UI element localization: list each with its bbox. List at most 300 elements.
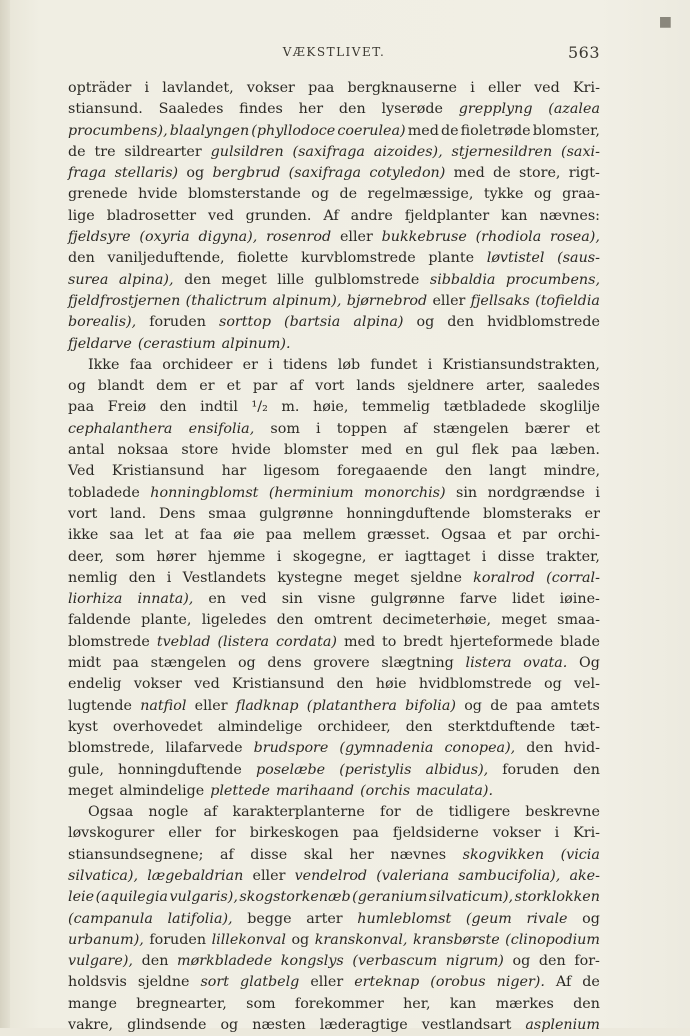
word: hvide xyxy=(231,442,271,459)
word: eller xyxy=(432,292,466,309)
word: næsten xyxy=(252,1017,306,1034)
word: læderagtige xyxy=(319,1017,408,1034)
italic-term: (valeriana xyxy=(376,867,450,884)
word: saa xyxy=(109,527,134,544)
italic-term: ovata. xyxy=(523,655,568,672)
word: i xyxy=(481,548,487,565)
text-line xyxy=(68,930,600,951)
italic-term: (saxifraga xyxy=(288,165,362,182)
word: bærer xyxy=(524,420,570,437)
italic-term: (cerastium xyxy=(137,335,216,352)
text-line xyxy=(68,312,600,333)
word: Kristiansund xyxy=(111,463,205,480)
italic-term: procumbens), xyxy=(68,122,168,139)
word: sildrearter xyxy=(124,143,202,160)
word: Kristiansund xyxy=(232,676,325,693)
word: de xyxy=(68,143,86,160)
word: hvidblomstrede xyxy=(418,676,532,693)
word: langt xyxy=(489,463,527,480)
word: de xyxy=(339,186,358,203)
word: tre xyxy=(94,143,116,160)
word: et xyxy=(226,378,241,395)
word: gule, xyxy=(68,761,104,778)
italic-term: bjørnebrod xyxy=(346,292,428,309)
word: tæt- xyxy=(570,718,600,735)
word: paa xyxy=(112,655,139,672)
word: andre xyxy=(350,207,393,224)
word: nogle xyxy=(148,804,189,821)
italic-term: procumbens, xyxy=(505,271,600,288)
word: de xyxy=(415,804,434,821)
word: faa xyxy=(199,527,223,544)
word: den xyxy=(68,250,95,267)
word: honningduftende xyxy=(346,505,471,522)
italic-term: vulgaris), xyxy=(169,889,238,906)
page-binding-edge xyxy=(0,0,10,1028)
corner-mark: ■ xyxy=(658,14,672,30)
italic-term: (geum xyxy=(465,910,512,927)
italic-term: maculata). xyxy=(416,782,494,799)
word: nemlig xyxy=(68,569,118,586)
word: foruden xyxy=(502,761,560,778)
italic-term: kransbørste xyxy=(412,931,500,948)
italic-term: urbanum), xyxy=(68,931,144,948)
word: eller xyxy=(168,825,202,842)
word: her xyxy=(349,846,374,863)
word: grovere xyxy=(313,655,370,672)
word: eller xyxy=(252,867,286,884)
word: og xyxy=(582,910,600,927)
word: almindelige xyxy=(119,782,205,799)
italic-term: alpina) xyxy=(353,314,404,331)
text-line xyxy=(68,334,600,355)
word: smaa xyxy=(208,505,247,522)
word: et xyxy=(497,527,512,544)
italic-term: (thalictrum xyxy=(185,292,268,309)
word: findes xyxy=(239,101,283,118)
word: i xyxy=(268,356,273,373)
italic-term: stjernesildren xyxy=(451,143,553,160)
word: lilafarvede xyxy=(165,740,243,757)
word: i xyxy=(276,548,282,565)
word: deer, xyxy=(68,548,104,565)
italic-term: fladknap xyxy=(235,697,299,714)
italic-term: vulgare), xyxy=(68,953,133,970)
word: lille xyxy=(277,271,305,288)
word: i xyxy=(554,825,560,842)
word: i xyxy=(316,420,321,437)
text-line xyxy=(68,248,600,269)
word: glindsende xyxy=(127,1017,207,1034)
word: stiansund. xyxy=(68,101,143,118)
italic-term: skogstorkenæb xyxy=(239,889,351,906)
word: i xyxy=(427,356,433,373)
italic-term: grepplyng xyxy=(458,101,533,118)
word: og xyxy=(416,314,435,331)
italic-term: stellaris) xyxy=(114,165,179,182)
word: kyst xyxy=(68,718,98,735)
word: paa xyxy=(68,399,95,416)
word: en xyxy=(405,442,423,459)
word: og xyxy=(68,378,86,395)
word: almindelige xyxy=(217,718,303,735)
italic-term: sibbaldia xyxy=(429,271,496,288)
word: kystegne xyxy=(277,569,343,586)
word: lyserøde xyxy=(381,101,443,118)
word: Og xyxy=(579,655,600,672)
word: bregnearter, xyxy=(136,995,227,1012)
italic-term: poselæbe xyxy=(255,761,326,778)
italic-term: løvtistel xyxy=(486,250,545,267)
italic-term: (orchis xyxy=(360,782,411,799)
word: og xyxy=(512,953,531,970)
word: grenede xyxy=(68,186,128,203)
italic-term: fjeldarve xyxy=(68,335,132,352)
running-header xyxy=(68,45,600,65)
word: iøine- xyxy=(559,591,600,608)
word: regelmæssige, xyxy=(367,186,474,203)
word: blomstrede, xyxy=(68,740,155,757)
word: grunden. xyxy=(245,207,312,224)
text-line xyxy=(68,525,600,546)
text-line xyxy=(68,397,600,418)
word: stængelen xyxy=(433,420,509,437)
word: paa xyxy=(511,442,538,459)
italic-term: natfiol xyxy=(140,697,187,714)
word: med xyxy=(361,442,393,459)
italic-term: erteknap xyxy=(354,974,420,991)
italic-term: borealis), xyxy=(68,314,137,331)
italic-term: albidus), xyxy=(425,761,489,778)
word: som xyxy=(115,548,145,565)
text-line xyxy=(68,291,600,312)
word: blomsterstande xyxy=(188,186,301,203)
text-line xyxy=(68,866,600,887)
italic-term: plettede xyxy=(210,782,270,799)
word: at xyxy=(174,527,189,544)
word: stiansundsegnene; xyxy=(68,846,204,863)
word: let xyxy=(144,527,164,544)
italic-term: (corral- xyxy=(546,569,600,586)
text-line xyxy=(68,355,600,376)
text-line xyxy=(68,610,600,631)
word: ved xyxy=(194,676,220,693)
text-line xyxy=(68,227,600,248)
word: trakter, xyxy=(546,548,600,565)
word: sjeldne xyxy=(410,569,462,586)
word: hjerteformede xyxy=(449,633,554,650)
italic-term: gulsildren xyxy=(210,143,284,160)
word: hvide xyxy=(138,186,178,203)
word: eller xyxy=(339,229,373,246)
word: fjeldplanter xyxy=(404,207,490,224)
italic-term: sorttop xyxy=(218,314,272,331)
italic-term: (saxifraga xyxy=(292,143,365,160)
word: dens xyxy=(267,655,302,672)
word: par xyxy=(522,527,547,544)
word: som xyxy=(270,420,300,437)
italic-term: mørkbladede xyxy=(177,953,273,970)
word: store, xyxy=(518,165,561,182)
word: omtrent xyxy=(313,612,373,629)
word: decimeterhøie, xyxy=(382,612,492,629)
word: plante, xyxy=(141,612,192,629)
italic-term: (gymnadenia xyxy=(339,740,434,757)
word: faldende xyxy=(68,612,131,629)
page-number: 563 xyxy=(567,43,600,62)
word: lugtende xyxy=(68,697,132,714)
word: m. xyxy=(281,399,300,416)
italic-term: ensifolia, xyxy=(188,420,255,437)
word: skal xyxy=(303,846,333,863)
word: den xyxy=(336,676,364,693)
word: blomstrede xyxy=(68,633,150,650)
word: temmelig xyxy=(362,399,431,416)
text-line xyxy=(68,419,600,440)
italic-term: (verbascum xyxy=(352,953,438,970)
word: midt xyxy=(68,655,102,672)
word: arter, xyxy=(486,378,526,395)
italic-term: alpinum). xyxy=(221,335,291,352)
text-line xyxy=(68,483,600,504)
word: mange xyxy=(68,995,117,1012)
word: vokser xyxy=(133,676,182,693)
word: vel- xyxy=(574,676,600,693)
word: begge xyxy=(247,910,292,927)
running-title: VÆKSTLIVET. xyxy=(282,45,386,59)
word: de xyxy=(440,122,459,139)
italic-term: lillekonval xyxy=(211,931,286,948)
word: saaledes xyxy=(537,378,600,395)
word: kan xyxy=(501,207,528,224)
word: af xyxy=(289,378,304,395)
italic-term: fjellsaks xyxy=(470,292,530,309)
italic-term: cotyledon) xyxy=(369,165,446,182)
word: vakre, xyxy=(68,1017,114,1034)
word: nordgrændse xyxy=(487,484,585,501)
word: i xyxy=(595,484,600,501)
word: er xyxy=(377,548,394,565)
text-line xyxy=(68,994,600,1015)
word: gulblomstrede xyxy=(314,271,420,288)
word: orchi- xyxy=(557,527,600,544)
italic-term: (clinopodium xyxy=(505,931,600,948)
word: lavlandet, xyxy=(162,80,234,96)
italic-term: bifolia) xyxy=(405,697,456,714)
italic-term: asplenium xyxy=(525,1017,600,1034)
italic-term: (azalea xyxy=(548,101,600,118)
word: meget xyxy=(501,612,547,629)
word: farve xyxy=(459,591,498,608)
word: og xyxy=(220,1017,239,1034)
word: bergknauserne xyxy=(347,80,457,96)
text-line xyxy=(68,674,600,695)
word: ved xyxy=(208,207,234,224)
word: plante xyxy=(428,250,475,267)
word: Af xyxy=(555,974,572,991)
word: sin xyxy=(456,484,478,501)
word: har xyxy=(221,463,247,480)
word: Kri- xyxy=(573,80,600,96)
italic-term: rosenrod xyxy=(266,229,332,246)
italic-term: kongslys xyxy=(280,953,344,970)
word: faa xyxy=(129,356,153,373)
word: ved xyxy=(534,80,560,96)
word: løb xyxy=(337,356,361,373)
italic-term: bukkebruse xyxy=(381,229,467,246)
word: høie, xyxy=(313,399,349,416)
italic-term: silvaticum), xyxy=(428,889,514,906)
word: sin xyxy=(281,591,303,608)
italic-term: koralrod xyxy=(473,569,535,586)
word: foruden xyxy=(149,931,207,948)
italic-term: glatbelg xyxy=(239,974,300,991)
italic-term: sambucifolia), xyxy=(458,867,561,884)
word: den xyxy=(159,399,187,416)
word: de xyxy=(582,974,600,991)
word: bladrosetter xyxy=(106,207,197,224)
word: øie xyxy=(233,527,255,544)
word: de xyxy=(493,165,511,182)
italic-term: fjeldsyre xyxy=(68,229,131,246)
word: og xyxy=(291,931,310,948)
word: paa xyxy=(516,697,543,714)
text-line xyxy=(68,951,600,972)
italic-term: leie xyxy=(68,889,95,906)
italic-term: (tofieldia xyxy=(535,292,600,309)
word: den xyxy=(573,761,600,778)
word: Kristiansundstrakten, xyxy=(442,356,600,373)
word: blomsteraks xyxy=(483,505,572,522)
word: vokser xyxy=(246,80,295,96)
text-line xyxy=(68,1015,600,1036)
italic-term: vendelrod xyxy=(294,867,368,884)
word: par xyxy=(252,378,278,395)
word: for xyxy=(215,825,236,842)
text-line xyxy=(68,184,600,205)
word: noksaa xyxy=(117,442,169,459)
word: den xyxy=(573,995,600,1012)
italic-term: alpina), xyxy=(118,271,174,288)
word: fundet xyxy=(370,356,418,373)
italic-term: sort xyxy=(200,974,229,991)
italic-term: honningblomst xyxy=(150,484,259,501)
text-line xyxy=(68,504,600,525)
text-line xyxy=(68,845,600,866)
word: lidet xyxy=(512,591,545,608)
word: visne xyxy=(317,591,356,608)
italic-term: surea xyxy=(68,271,109,288)
word: iagttaget xyxy=(404,548,471,565)
italic-term: (phyllodoce xyxy=(251,122,336,139)
italic-term: tveblad xyxy=(156,633,211,650)
word: er xyxy=(242,356,258,373)
word: store xyxy=(181,442,219,459)
word: Freiø xyxy=(107,399,147,416)
word: kan xyxy=(449,995,477,1012)
word: skogegne, xyxy=(292,548,367,565)
word: Af xyxy=(323,207,339,224)
word: vaniljeduftende, xyxy=(107,250,225,267)
word: en xyxy=(208,591,227,608)
word: ¹/₂ xyxy=(251,399,268,416)
word: fiolette xyxy=(237,250,289,267)
word: forekommer xyxy=(294,995,384,1012)
word: den xyxy=(445,463,472,480)
italic-term: (geranium xyxy=(352,889,428,906)
word: og xyxy=(544,676,562,693)
italic-term: digyna), xyxy=(198,229,258,246)
italic-term: niger). xyxy=(496,974,545,991)
italic-term: liorhiza xyxy=(68,591,123,608)
word: blade xyxy=(560,633,600,650)
word: tykke xyxy=(483,186,524,203)
word: dem xyxy=(156,378,188,395)
word: tidligere xyxy=(448,804,511,821)
word: toppen xyxy=(336,420,388,437)
word: ikke xyxy=(68,527,99,544)
word: den xyxy=(338,101,366,118)
word: amtets xyxy=(550,697,600,714)
word: i xyxy=(166,569,172,586)
word: her, xyxy=(403,995,431,1012)
text-line xyxy=(68,461,600,482)
text-line xyxy=(68,547,600,568)
italic-term: monorchis) xyxy=(364,484,446,501)
word: for- xyxy=(574,953,600,970)
word: hvid- xyxy=(564,740,600,757)
word: mindre, xyxy=(543,463,600,480)
word: gulgrønne xyxy=(370,591,445,608)
word: vort xyxy=(68,505,98,522)
word: meget xyxy=(68,782,114,799)
word: indtil xyxy=(200,399,238,416)
text-line xyxy=(68,440,600,461)
text-line xyxy=(68,738,600,759)
italic-term: innata), xyxy=(137,591,194,608)
text-line xyxy=(68,121,600,142)
word: Ikke xyxy=(88,356,120,373)
italic-term: conopea), xyxy=(444,740,516,757)
text-line xyxy=(68,823,600,844)
word: for xyxy=(380,804,401,821)
italic-term: storklokken xyxy=(514,889,600,906)
word: fioletrøde xyxy=(460,122,531,139)
word: her xyxy=(298,101,324,118)
word: den xyxy=(184,271,211,288)
italic-term: (rhodiola xyxy=(475,229,542,246)
italic-term: fjeldfrostjernen xyxy=(68,292,181,309)
word: med xyxy=(343,633,376,650)
italic-term: (campanula xyxy=(68,910,153,927)
word: de xyxy=(490,697,508,714)
word: den xyxy=(276,612,304,629)
word: beskrevne xyxy=(525,804,600,821)
word: blomster xyxy=(283,442,349,459)
word: nævnes: xyxy=(539,207,600,224)
word: den xyxy=(128,569,156,586)
word: sterktduftende xyxy=(447,718,556,735)
italic-term: fraga xyxy=(68,165,107,182)
word: bredt xyxy=(403,633,443,650)
text-line xyxy=(68,909,600,930)
text-line xyxy=(68,972,600,993)
text-line xyxy=(68,781,600,802)
text-line xyxy=(68,760,600,781)
italic-term: latifolia), xyxy=(167,910,233,927)
word: paa xyxy=(352,825,379,842)
word: Vestlandets xyxy=(182,569,267,586)
